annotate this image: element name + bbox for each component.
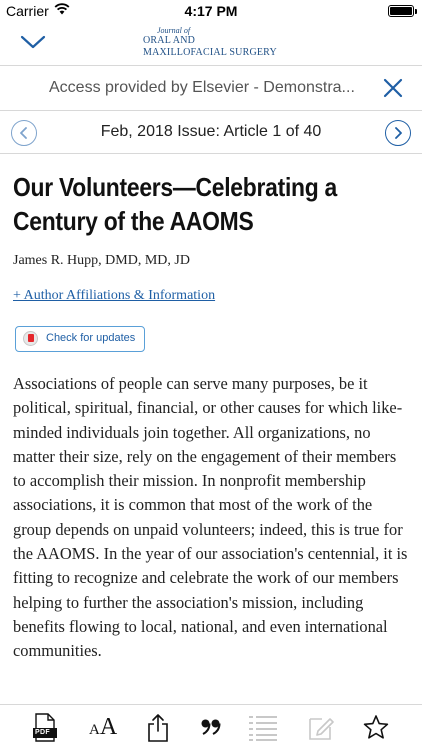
pdf-label: PDF xyxy=(35,729,50,736)
nav-bar xyxy=(0,22,422,66)
quote-icon[interactable] xyxy=(201,719,221,735)
star-icon[interactable] xyxy=(363,714,389,740)
crossmark-icon xyxy=(23,331,38,346)
chevron-down-icon[interactable] xyxy=(20,34,46,50)
chevron-right-icon xyxy=(391,126,405,140)
journal-logo-line1: ORAL AND xyxy=(143,35,196,46)
font-size-icon[interactable] xyxy=(89,714,117,741)
author-affiliations-link[interactable]: + Author Affiliations & Information xyxy=(13,288,216,303)
carrier-label: Carrier xyxy=(6,3,49,19)
battery-icon xyxy=(388,5,414,17)
article-body: Associations of people can serve many purposes, be it political, spiritual, financial, or other causes for which like-minded individuals join together. All organizations, no matter their size, rely on the engagement of their members to accomplish their mission. In nonprofit membership associations, it is common that most of the work of the group depends on unpaid volunteers; indeed, this is true for the AAOMS. In the year of our association's centennial, it is fitting to recognize and celebrate the work of our members helping to further the association's mission, including benefits flowing to local, national, and even international communities. xyxy=(13,374,408,661)
bottom-toolbar xyxy=(0,704,422,750)
access-banner xyxy=(0,67,422,111)
status-bar xyxy=(0,0,422,22)
journal-logo-small: Journal of xyxy=(157,26,191,35)
font-size-small: A xyxy=(89,722,100,738)
article-title: Our Volunteers—Celebrating a Century of the AAOMS xyxy=(13,172,338,236)
clock: 4:17 PM xyxy=(184,3,238,19)
note-icon[interactable] xyxy=(308,715,334,741)
article-author: James R. Hupp, DMD, MD, JD xyxy=(13,253,190,268)
font-size-large: A xyxy=(99,714,118,740)
share-icon[interactable] xyxy=(147,713,169,743)
issue-label: Feb, 2018 Issue: Article 1 of 40 xyxy=(100,123,322,140)
journal-logo-line2: MAXILLOFACIAL SURGERY xyxy=(143,47,277,58)
close-icon[interactable] xyxy=(382,77,404,99)
outline-icon[interactable] xyxy=(249,715,277,741)
journal-logo xyxy=(143,26,283,59)
next-article-button[interactable] xyxy=(385,120,411,146)
access-text: Access provided by Elsevier - Demonstra... xyxy=(49,79,355,96)
check-for-updates-button[interactable] xyxy=(15,326,145,352)
issue-navigation xyxy=(0,112,422,154)
check-for-updates-label: Check for updates xyxy=(46,332,136,344)
pdf-icon[interactable] xyxy=(33,713,57,743)
